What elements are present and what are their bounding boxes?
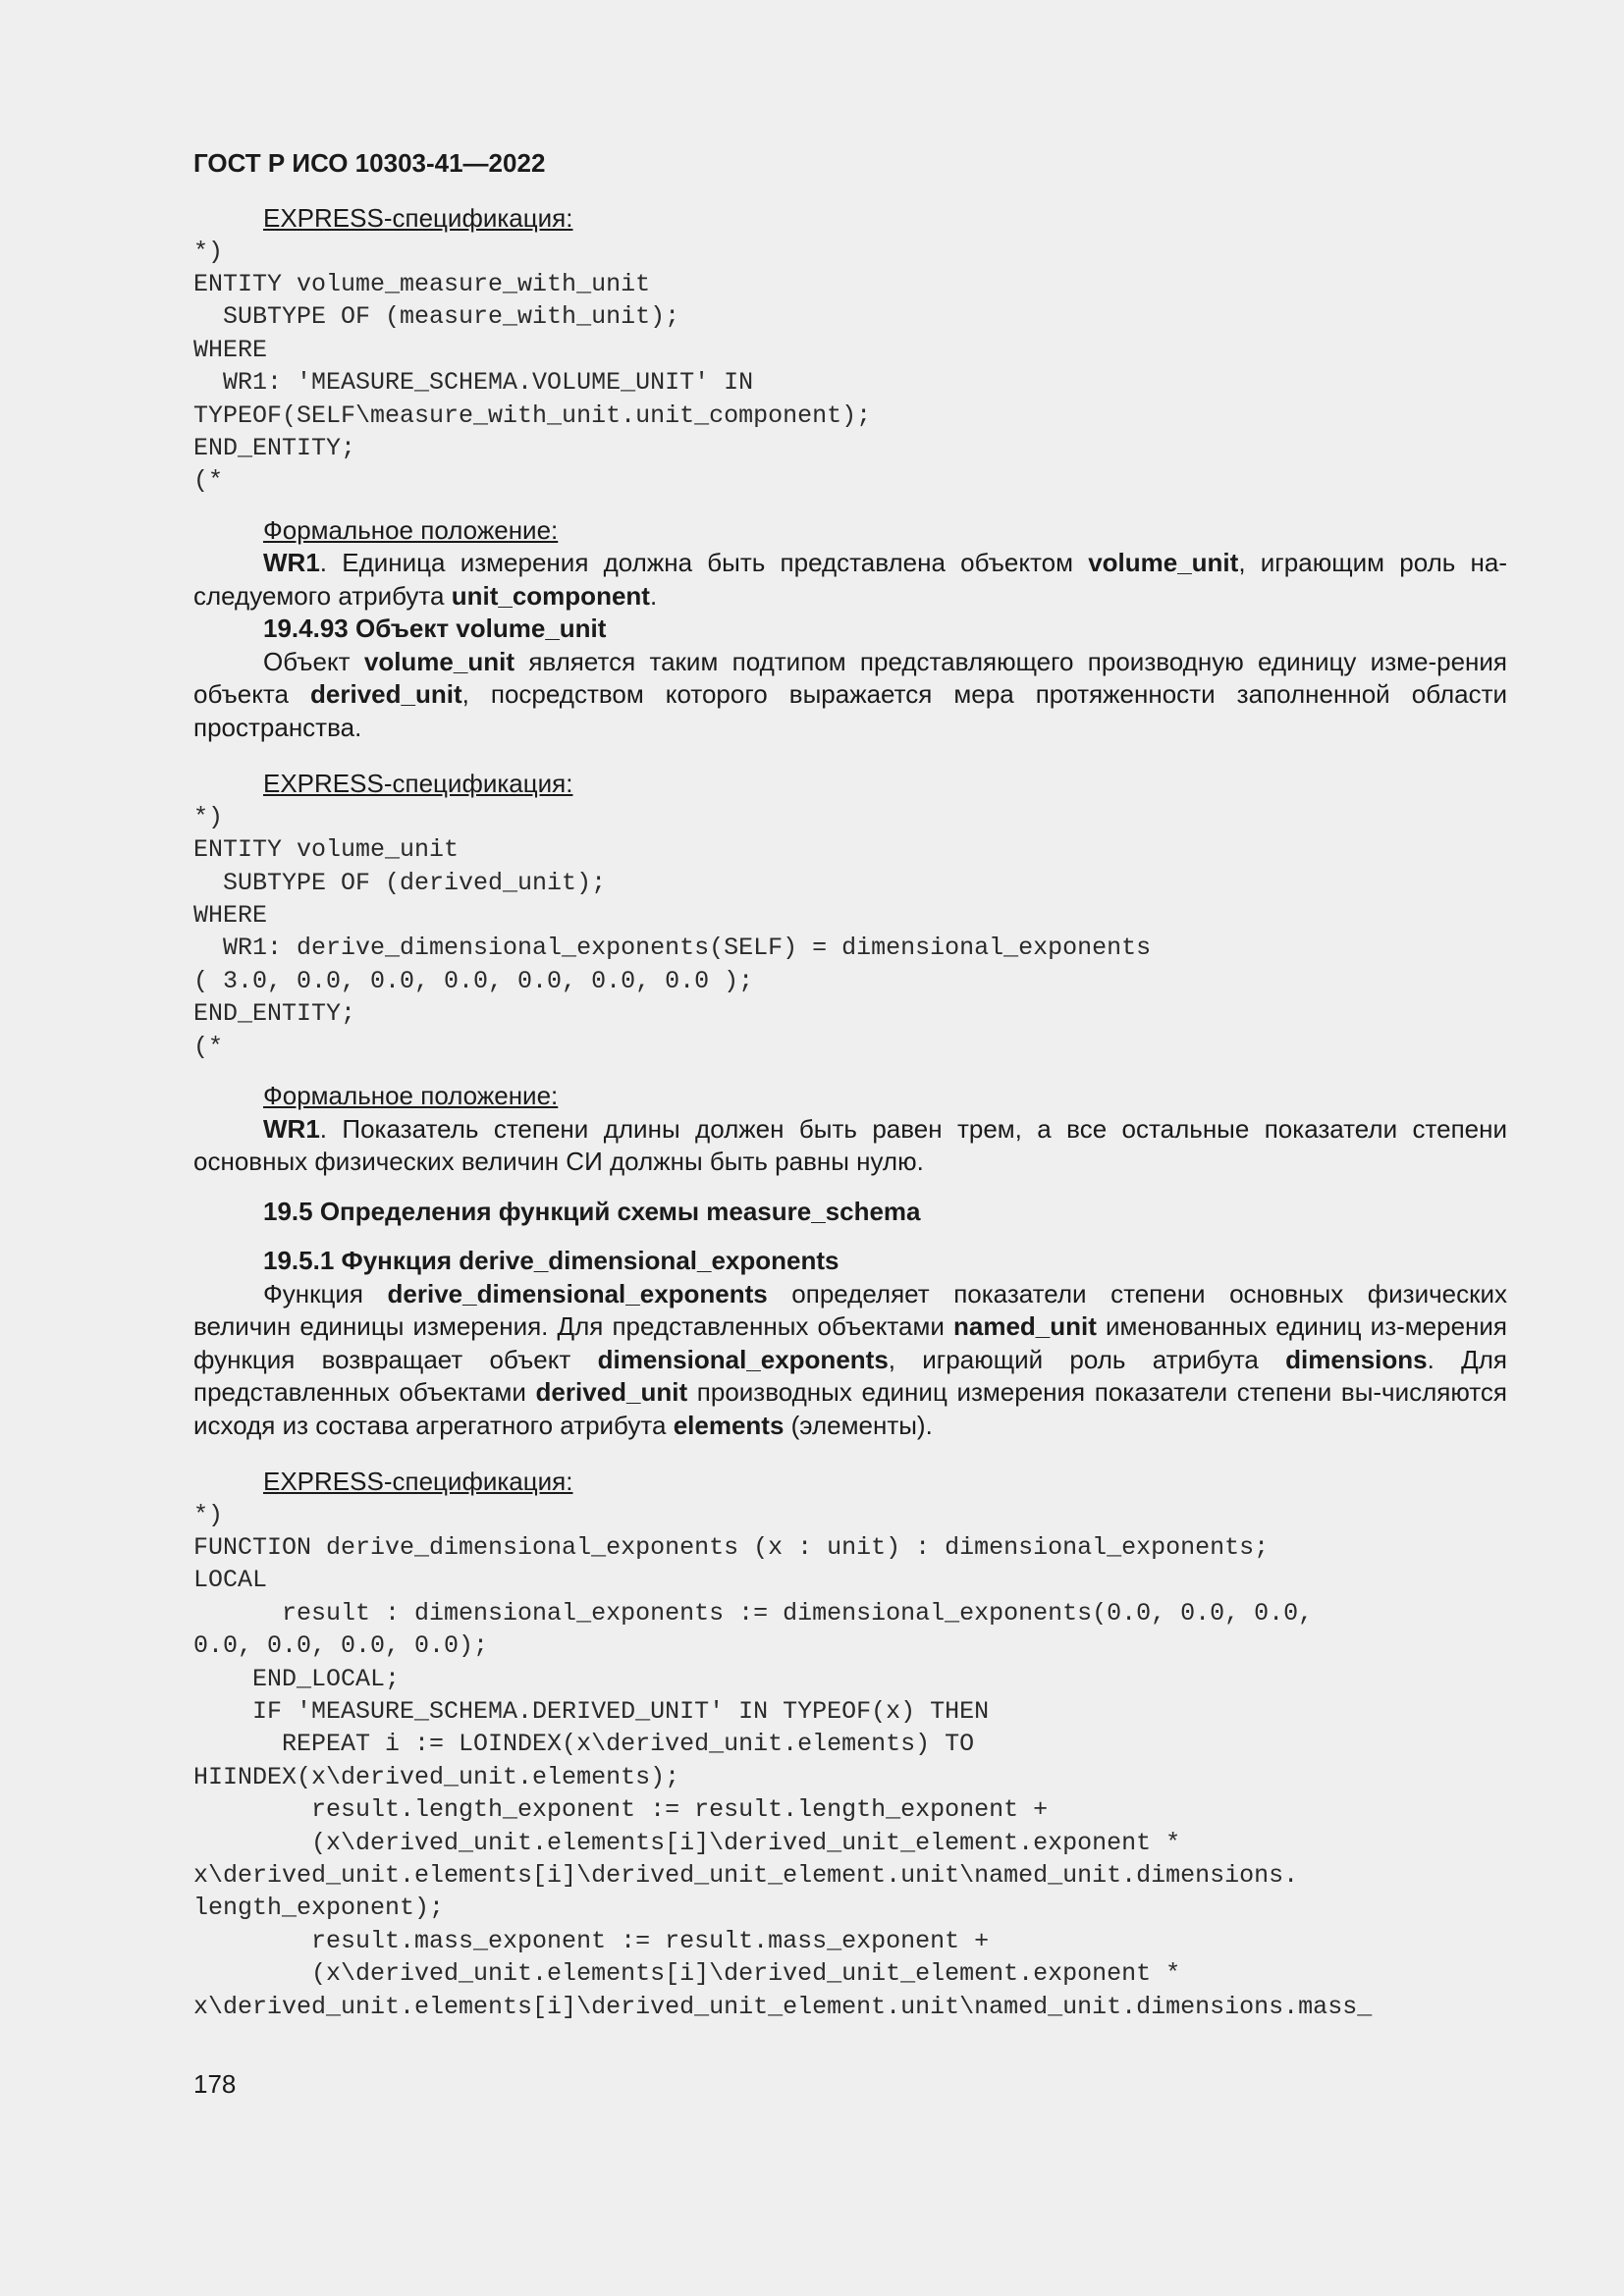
express-code-volume-measure-with-unit: *) ENTITY volume_measure_with_unit SUBTYPE OF (measure_with_unit); WHERE WR1: 'MEASURE_SCHEMA.VOLUME_UNIT' IN TYPEOF(SELF\measure_with_unit.unit_component); END_ENTITY; (* <box>193 237 872 496</box>
express-spec-label: EXPRESS-спецификация: <box>263 1467 573 1496</box>
express-code-derive-dimensional-exponents: *) FUNCTION derive_dimensional_exponents (x : unit) : dimensional_exponents; LOCAL result : dimensional_exponents := dimensional_exponents(0.0, 0.0, 0.0, 0.0, 0.0, 0.0, 0.0); END_LOCAL; IF 'MEASURE_SCHEMA.DERIVED_UNIT' IN TYPEOF(x) THEN REPEAT i := LOINDEX(x\derived_unit.elements) TO HIINDEX(x\derived_unit.elements); result.length_exponent := result.length_exponent + (x\derived_unit.elements[i]\derived_unit_element.exponent * x\derived_unit.elements[i]\derived_unit_element.unit\named_unit.dimensions. length_exponent); result.mass_exponent := result.mass_exponent + (x\derived_unit.elements[i]\derived_unit_element.exponent * x\derived_unit.elements[i]\derived_unit_element.unit\named_unit.dimensions.mass_ <box>193 1500 1373 2021</box>
express-spec-label: EXPRESS-спецификация: <box>263 203 573 233</box>
document-page <box>193 137 1507 2023</box>
formal-statement-label: Формальное положение: <box>263 514 559 545</box>
express-spec-label: EXPRESS-спецификация: <box>263 769 573 799</box>
paragraph-derive-dimensional-exponents: Функция derive_dimensional_exponents определяет показатели степени основных физических величин единицы измерения. Для представленных объектами named_unit именованных единиц из-мерения функция возвращает объект dimensional_exponents, играющий роль атрибута dimensions. Для представленных объектами derived_unit производных единиц измерения показатели степени вы-числяются исходя из состава агрегатного атрибута elements (элементы). <box>193 1278 1508 1440</box>
paragraph-volume-unit: Объект volume_unit является таким подтипом представляющего производную единицу изме-рения объекта derived_unit, посредством которого выражается мера протяженности заполненной области пространства. <box>193 646 1508 742</box>
wr-id: WR1 <box>263 548 320 578</box>
document-header: ГОСТ Р ИСО 10303-41—2022 <box>193 148 546 178</box>
section-heading-19-4-93: 19.4.93 Объект volume_unit <box>263 614 607 644</box>
express-code-volume-unit: *) ENTITY volume_unit SUBTYPE OF (derived_unit); WHERE WR1: derive_dimensional_exponents(SELF) = dimensional_exponents ( 3.0, 0.0, 0.0, 0.0, 0.0, 0.0, 0.0 ); END_ENTITY; (* <box>193 802 1152 1061</box>
formal-statement-wr1: WR1. Единица измерения должна быть представлена объектом volume_unit, играющим роль на-следуемого атрибута unit_component. <box>193 548 1508 611</box>
wr-id: WR1 <box>263 1113 320 1144</box>
formal-statement-label: Формальное положение: <box>263 1081 559 1110</box>
formal-statement-wr1: WR1. Показатель степени длины должен быть равен трем, а все остальные показатели степени основных физических величин СИ должны быть равны нулю. <box>193 1113 1507 1176</box>
section-heading-19-5: 19.5 Определения функций схемы measure_schema <box>263 1196 921 1226</box>
section-heading-19-5-1: 19.5.1 Функция derive_dimensional_exponents <box>263 1246 839 1275</box>
page-number: 178 <box>193 2069 237 2099</box>
